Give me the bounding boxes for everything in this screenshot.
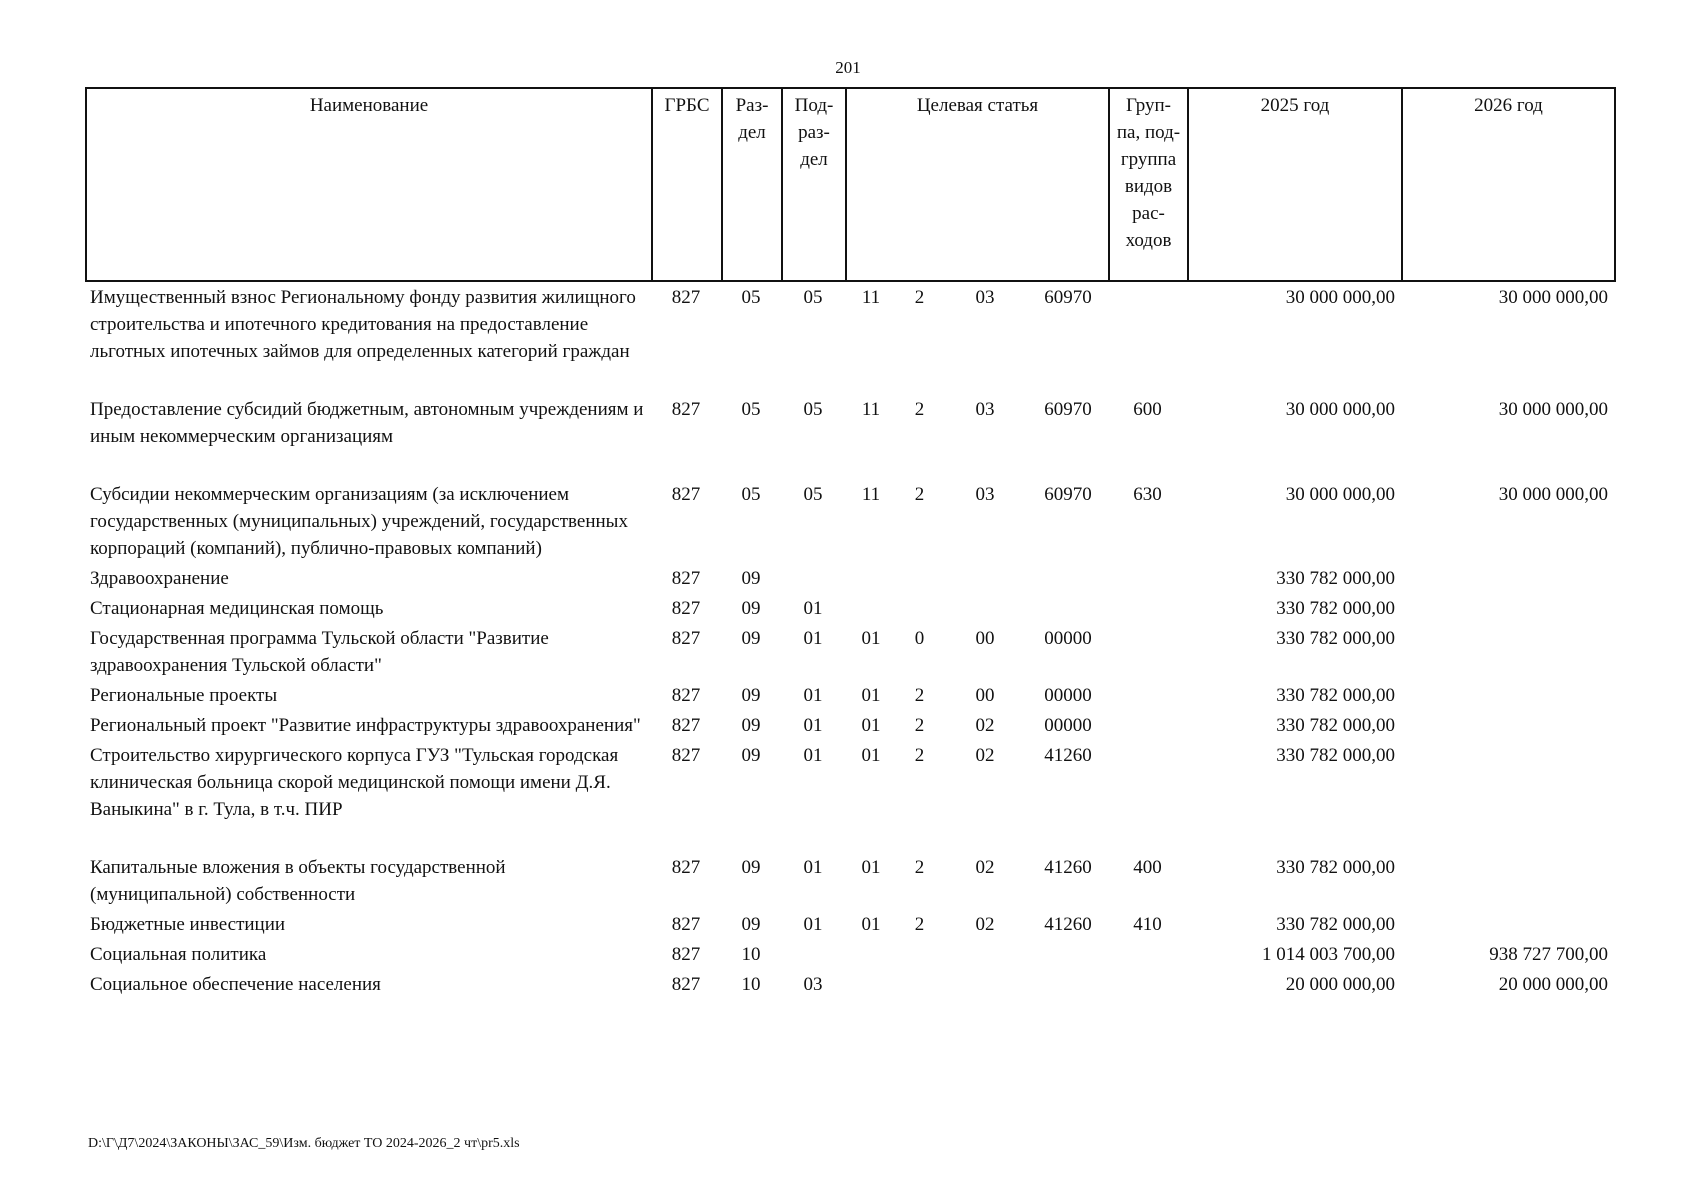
row-amount-2025: 30 000 000,00 — [1285, 287, 1395, 308]
row-expense-group — [1108, 281, 1187, 393]
row-target-direction — [897, 592, 942, 622]
table-row — [85, 562, 1614, 592]
row-podrazdel: 05 — [803, 484, 823, 505]
row-grbs: 827 — [671, 628, 701, 649]
row-name: Строительство хирургического корпуса ГУЗ "Тульская городская клиническая больница скорой медицинской помощи имени Д.Я. Ваныкина" в г. Тула, в т.ч. ПИР — [90, 745, 619, 820]
row-target-event: 03 — [975, 287, 995, 308]
row-amount-2025: 330 782 000,00 — [1276, 568, 1395, 589]
row-name: Имущественный взнос Региональному фонду развития жилищного строительства и ипотечного кредитования на предоставление льготных ипотечных займов для определенных категорий граждан — [90, 287, 636, 362]
row-podrazdel — [781, 562, 845, 592]
row-target-direction: 2 — [914, 857, 925, 878]
row-podrazdel: 01 — [803, 914, 823, 935]
row-target-code: 41260 — [1044, 914, 1092, 935]
header-year-2026: 2026 год — [1402, 88, 1615, 281]
table-row — [85, 679, 1614, 709]
row-name: Региональные проекты — [90, 685, 278, 706]
row-target-program: 01 — [861, 857, 881, 878]
row-amount-2026: 30 000 000,00 — [1498, 399, 1608, 420]
row-name: Региональный проект "Развитие инфраструктуры здравоохранения" — [90, 715, 641, 736]
row-target-event: 03 — [975, 399, 995, 420]
row-expense-group: 400 — [1133, 857, 1162, 878]
row-name: Стационарная медицинская помощь — [90, 598, 384, 619]
row-target-code: 60970 — [1044, 399, 1092, 420]
row-razdel: 09 — [741, 598, 761, 619]
header-year-2025: 2025 год — [1188, 88, 1402, 281]
row-amount-2026 — [1401, 709, 1614, 739]
row-target-event — [942, 938, 1028, 968]
row-razdel: 10 — [741, 974, 761, 995]
row-name: Бюджетные инвестиции — [90, 914, 286, 935]
row-expense-group — [1108, 938, 1187, 968]
row-target-event — [942, 968, 1028, 998]
row-target-program: 01 — [861, 914, 881, 935]
row-amount-2026: 938 727 700,00 — [1489, 944, 1608, 965]
table-row — [85, 281, 1614, 393]
row-razdel: 09 — [741, 628, 761, 649]
row-amount-2025: 330 782 000,00 — [1276, 598, 1395, 619]
table-row — [85, 739, 1614, 851]
header-gruppa-vidov-rashodov: Груп- па, под- группа видов рас- ходов — [1109, 88, 1188, 281]
row-target-code: 00000 — [1044, 628, 1092, 649]
row-amount-2026 — [1401, 562, 1614, 592]
row-grbs: 827 — [671, 715, 701, 736]
row-target-program: 11 — [861, 484, 881, 505]
row-amount-2025: 20 000 000,00 — [1285, 974, 1395, 995]
row-target-event — [942, 562, 1028, 592]
row-grbs: 827 — [671, 857, 701, 878]
row-target-direction — [897, 938, 942, 968]
row-target-direction: 0 — [914, 628, 925, 649]
row-amount-2025: 330 782 000,00 — [1276, 857, 1395, 878]
row-target-event: 02 — [975, 715, 995, 736]
row-name: Социальное обеспечение населения — [90, 974, 381, 995]
row-podrazdel: 01 — [803, 857, 823, 878]
row-target-program: 01 — [861, 685, 881, 706]
table-row — [85, 592, 1614, 622]
budget-table — [85, 281, 1614, 998]
row-amount-2026 — [1401, 908, 1614, 938]
table-row — [85, 622, 1614, 679]
row-amount-2026 — [1401, 739, 1614, 851]
row-grbs: 827 — [671, 484, 701, 505]
page-number: 201 — [835, 58, 861, 77]
row-expense-group: 630 — [1133, 484, 1162, 505]
row-razdel: 10 — [741, 944, 761, 965]
row-expense-group — [1108, 709, 1187, 739]
row-target-code: 60970 — [1044, 484, 1092, 505]
row-name: Социальная политика — [90, 944, 267, 965]
table-row — [85, 908, 1614, 938]
row-podrazdel: 01 — [803, 715, 823, 736]
row-target-direction: 2 — [914, 484, 925, 505]
row-target-code — [1028, 968, 1108, 998]
table-row — [85, 393, 1614, 478]
row-target-event: 00 — [975, 628, 995, 649]
row-amount-2025: 330 782 000,00 — [1276, 685, 1395, 706]
row-expense-group: 410 — [1133, 914, 1162, 935]
row-razdel: 05 — [741, 399, 761, 420]
row-expense-group — [1108, 622, 1187, 679]
row-podrazdel: 01 — [803, 598, 823, 619]
row-amount-2025: 330 782 000,00 — [1276, 745, 1395, 766]
row-amount-2026: 20 000 000,00 — [1498, 974, 1608, 995]
row-target-event: 02 — [975, 745, 995, 766]
row-amount-2026 — [1401, 622, 1614, 679]
row-razdel: 09 — [741, 857, 761, 878]
row-amount-2025: 330 782 000,00 — [1276, 628, 1395, 649]
row-target-program: 11 — [861, 399, 881, 420]
row-target-direction: 2 — [914, 399, 925, 420]
header-razdel: Раз- дел — [722, 88, 782, 281]
row-target-event — [942, 592, 1028, 622]
row-target-direction: 2 — [914, 685, 925, 706]
row-target-direction: 2 — [914, 745, 925, 766]
row-podrazdel: 05 — [803, 287, 823, 308]
table-row — [85, 478, 1614, 562]
row-target-event: 02 — [975, 914, 995, 935]
row-name: Государственная программа Тульской области "Развитие здравоохранения Тульской области" — [90, 628, 549, 676]
row-grbs: 827 — [671, 598, 701, 619]
row-amount-2026 — [1401, 679, 1614, 709]
row-grbs: 827 — [671, 568, 701, 589]
row-target-program: 01 — [861, 715, 881, 736]
row-amount-2025: 30 000 000,00 — [1285, 484, 1395, 505]
header-podrazdel: Под- раз- дел — [782, 88, 846, 281]
row-target-program: 01 — [861, 628, 881, 649]
row-razdel: 09 — [741, 715, 761, 736]
table-row — [85, 851, 1614, 908]
row-target-program — [845, 968, 897, 998]
row-expense-group — [1108, 592, 1187, 622]
row-amount-2025: 330 782 000,00 — [1276, 715, 1395, 736]
row-grbs: 827 — [671, 685, 701, 706]
row-expense-group — [1108, 562, 1187, 592]
row-razdel: 09 — [741, 685, 761, 706]
row-razdel: 05 — [741, 287, 761, 308]
row-podrazdel: 05 — [803, 399, 823, 420]
row-expense-group: 600 — [1133, 399, 1162, 420]
row-razdel: 09 — [741, 914, 761, 935]
row-amount-2026: 30 000 000,00 — [1498, 287, 1608, 308]
row-target-program: 01 — [861, 745, 881, 766]
header-celevaya-statya: Целевая статья — [846, 88, 1109, 281]
row-grbs: 827 — [671, 914, 701, 935]
row-amount-2025: 1 014 003 700,00 — [1262, 944, 1395, 965]
row-target-code: 60970 — [1044, 287, 1092, 308]
row-amount-2026 — [1401, 592, 1614, 622]
row-name: Предоставление субсидий бюджетным, автономным учреждениям и иным некоммерческим организациям — [90, 399, 644, 447]
row-target-direction — [897, 968, 942, 998]
row-amount-2026 — [1401, 851, 1614, 908]
header-name: Наименование — [86, 88, 652, 281]
header-grbs: ГРБС — [652, 88, 722, 281]
row-grbs: 827 — [671, 974, 701, 995]
row-target-direction — [897, 562, 942, 592]
row-target-direction: 2 — [914, 287, 925, 308]
row-grbs: 827 — [671, 399, 701, 420]
row-target-code — [1028, 562, 1108, 592]
row-target-event: 02 — [975, 857, 995, 878]
row-podrazdel: 03 — [803, 974, 823, 995]
row-name: Капитальные вложения в объекты государственной (муниципальной) собственности — [90, 857, 506, 905]
row-podrazdel: 01 — [803, 685, 823, 706]
row-podrazdel: 01 — [803, 745, 823, 766]
row-amount-2025: 330 782 000,00 — [1276, 914, 1395, 935]
row-target-program — [845, 562, 897, 592]
file-path-footer: D:\Г\Д7\2024\ЗАКОНЫ\ЗАС_59\Изм. бюджет ТО 2024-2026_2 чт\pr5.xls — [88, 1136, 520, 1151]
table-header — [85, 87, 1616, 282]
row-target-direction: 2 — [914, 715, 925, 736]
table-body — [85, 281, 1614, 998]
row-target-direction: 2 — [914, 914, 925, 935]
row-target-event: 03 — [975, 484, 995, 505]
row-target-code: 00000 — [1044, 715, 1092, 736]
row-target-program — [845, 592, 897, 622]
row-grbs: 827 — [671, 745, 701, 766]
row-name: Субсидии некоммерческим организациям (за исключением государственных (муниципальных) учреждений, государственных корпораций (компаний), публично-правовых компаний) — [90, 484, 628, 559]
row-target-code: 00000 — [1044, 685, 1092, 706]
row-expense-group — [1108, 739, 1187, 851]
row-target-event: 00 — [975, 685, 995, 706]
row-amount-2026: 30 000 000,00 — [1498, 484, 1608, 505]
row-razdel: 05 — [741, 484, 761, 505]
row-target-program — [845, 938, 897, 968]
row-amount-2025: 30 000 000,00 — [1285, 399, 1395, 420]
row-podrazdel: 01 — [803, 628, 823, 649]
row-podrazdel — [781, 938, 845, 968]
row-razdel: 09 — [741, 568, 761, 589]
row-target-program: 11 — [861, 287, 881, 308]
table-row — [85, 968, 1614, 998]
row-grbs: 827 — [671, 287, 701, 308]
row-name: Здравоохранение — [90, 568, 229, 589]
row-expense-group — [1108, 679, 1187, 709]
row-target-code: 41260 — [1044, 745, 1092, 766]
row-target-code — [1028, 592, 1108, 622]
row-expense-group — [1108, 968, 1187, 998]
table-row — [85, 709, 1614, 739]
table-row — [85, 938, 1614, 968]
row-target-code: 41260 — [1044, 857, 1092, 878]
row-grbs: 827 — [671, 944, 701, 965]
row-target-code — [1028, 938, 1108, 968]
row-razdel: 09 — [741, 745, 761, 766]
